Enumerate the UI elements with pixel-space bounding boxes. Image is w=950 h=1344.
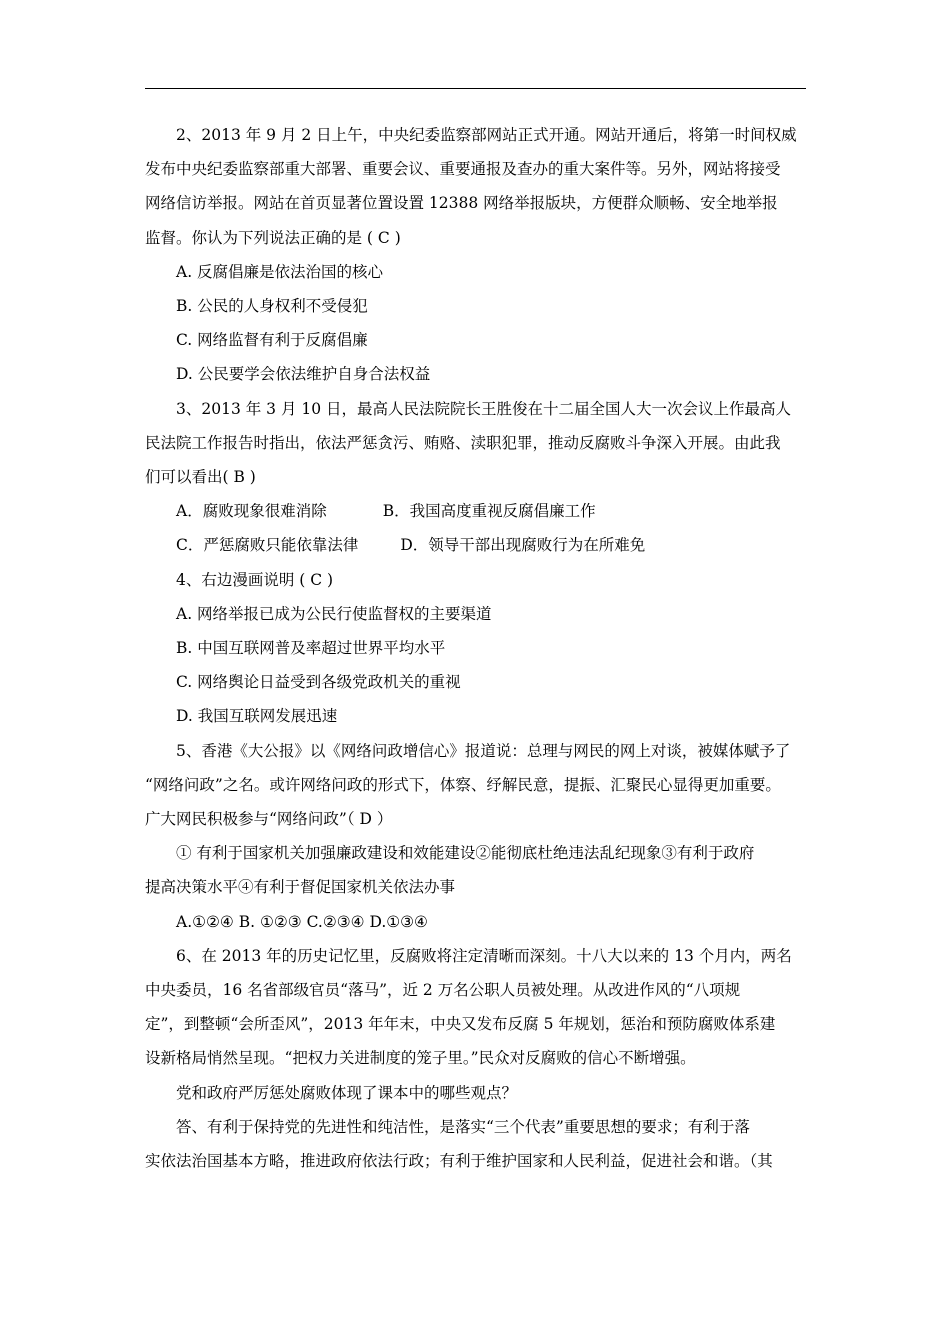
question-6 [145,939,806,1178]
question-3-options-row-2 [145,528,806,562]
question-4 [145,563,806,734]
question-3-option-b: B．我国高度重视反腐倡廉工作 [382,502,596,521]
question-6-line: 6、在 2013 年的历史记忆里，反腐败将注定清晰而深刻。十八大以来的 13 个月内，两名 [176,946,792,965]
question-2-option-a: A. 反腐倡廉是依法治国的核心 [176,262,384,281]
question-2-line: 2、2013 年 9 月 2 日上午，中央纪委监察部网站正式开通。网站开通后，将第一时间权威 [176,126,797,144]
question-6-question: 党和政府严厉惩处腐败体现了课本中的哪些观点？ [176,1083,518,1102]
question-2 [145,118,806,392]
question-5-statements: ① 有利于国家机关加强廉政建设和效能建设②能彻底杜绝违法乱纪现象③有利于政府 [176,844,755,863]
question-5 [145,734,806,939]
question-5-line: 广大网民积极参与“网络问政”（ D ） [145,810,393,829]
question-4-option-d: D. 我国互联网发展迅速 [176,707,338,726]
question-2-option-b: B. 公民的人身权利不受侵犯 [176,297,368,316]
question-5-line: “网络问政”之名。或许网络问政的形式下，体察、纾解民意，提振、汇聚民心显得更加重要。 [145,775,781,794]
question-6-line: 设新格局悄然呈现。“把权力关进制度的笼子里。”民众对反腐败的信心不断增强。 [145,1049,696,1068]
question-3-options-row-1 [145,494,806,528]
document-body [145,118,806,1178]
question-6-answer: 答、有利于保持党的先进性和纯洁性，是落实“三个代表”重要思想的要求；有利于落 [176,1117,750,1136]
question-2-line: 网络信访举报。网站在首页显著位置设置 12388 网络举报版块，方便群众顺畅、安全地举报 [145,194,778,213]
question-6-line: 中央委员，16 名省部级官员“落马”，近 2 万名公职人员被处理。从改进作风的“八项规 [145,981,741,1000]
question-5-statements: 提高决策水平④有利于督促国家机关依法办事 [145,878,456,897]
question-3-line: 3、2013 年 3 月 10 日，最高人民法院院长王胜俊在十二届全国人大一次会议上作最高人 [176,399,792,418]
question-2-line: 发布中央纪委监察部重大部署、重要会议、重要通报及查办的重大案件等。另外，网站将接受 [145,160,781,179]
question-2-option-c: C. 网络监督有利于反腐倡廉 [176,331,368,350]
question-3-option-d: D．领导干部出现腐败行为在所难免 [400,536,646,555]
header-rule [145,88,806,89]
question-2-option-d: D. 公民要学会依法维护自身合法权益 [176,365,431,384]
question-3 [145,392,806,563]
question-4-option-c: C. 网络舆论日益受到各级党政机关的重视 [176,673,461,692]
question-4-option-a: A. 网络举报已成为公民行使监督权的主要渠道 [176,604,492,623]
question-6-answer: 实依法治国基本方略，推进政府依法行政；有利于维护国家和人民利益，促进社会和谐。（其 [145,1152,773,1171]
question-6-line: 定”，到整顿“会所歪风”，2013 年年末，中央又发布反腐 5 年规划，惩治和预防腐败体系建 [145,1015,776,1034]
question-2-line: 监督。你认为下列说法正确的是 ( C ) [145,228,401,247]
question-3-option-c: C．严惩腐败只能依靠法律 [176,536,359,555]
question-5-choices: A.①②④ B. ①②③ C.②③④ D.①③④ [176,912,428,931]
question-3-line: 们可以看出( B ) [145,468,256,487]
question-4-stem: 4、右边漫画说明 ( C ) [176,570,334,589]
question-4-option-b: B. 中国互联网普及率超过世界平均水平 [176,639,446,658]
question-3-option-a: A．腐败现象很难消除 [176,502,327,521]
question-5-line: 5、香港《大公报》以《网络问政增信心》报道说：总理与网民的网上对谈，被媒体赋予了 [176,741,791,760]
question-3-line: 民法院工作报告时指出，依法严惩贪污、贿赂、渎职犯罪，推动反腐败斗争深入开展。由此我 [145,433,781,452]
